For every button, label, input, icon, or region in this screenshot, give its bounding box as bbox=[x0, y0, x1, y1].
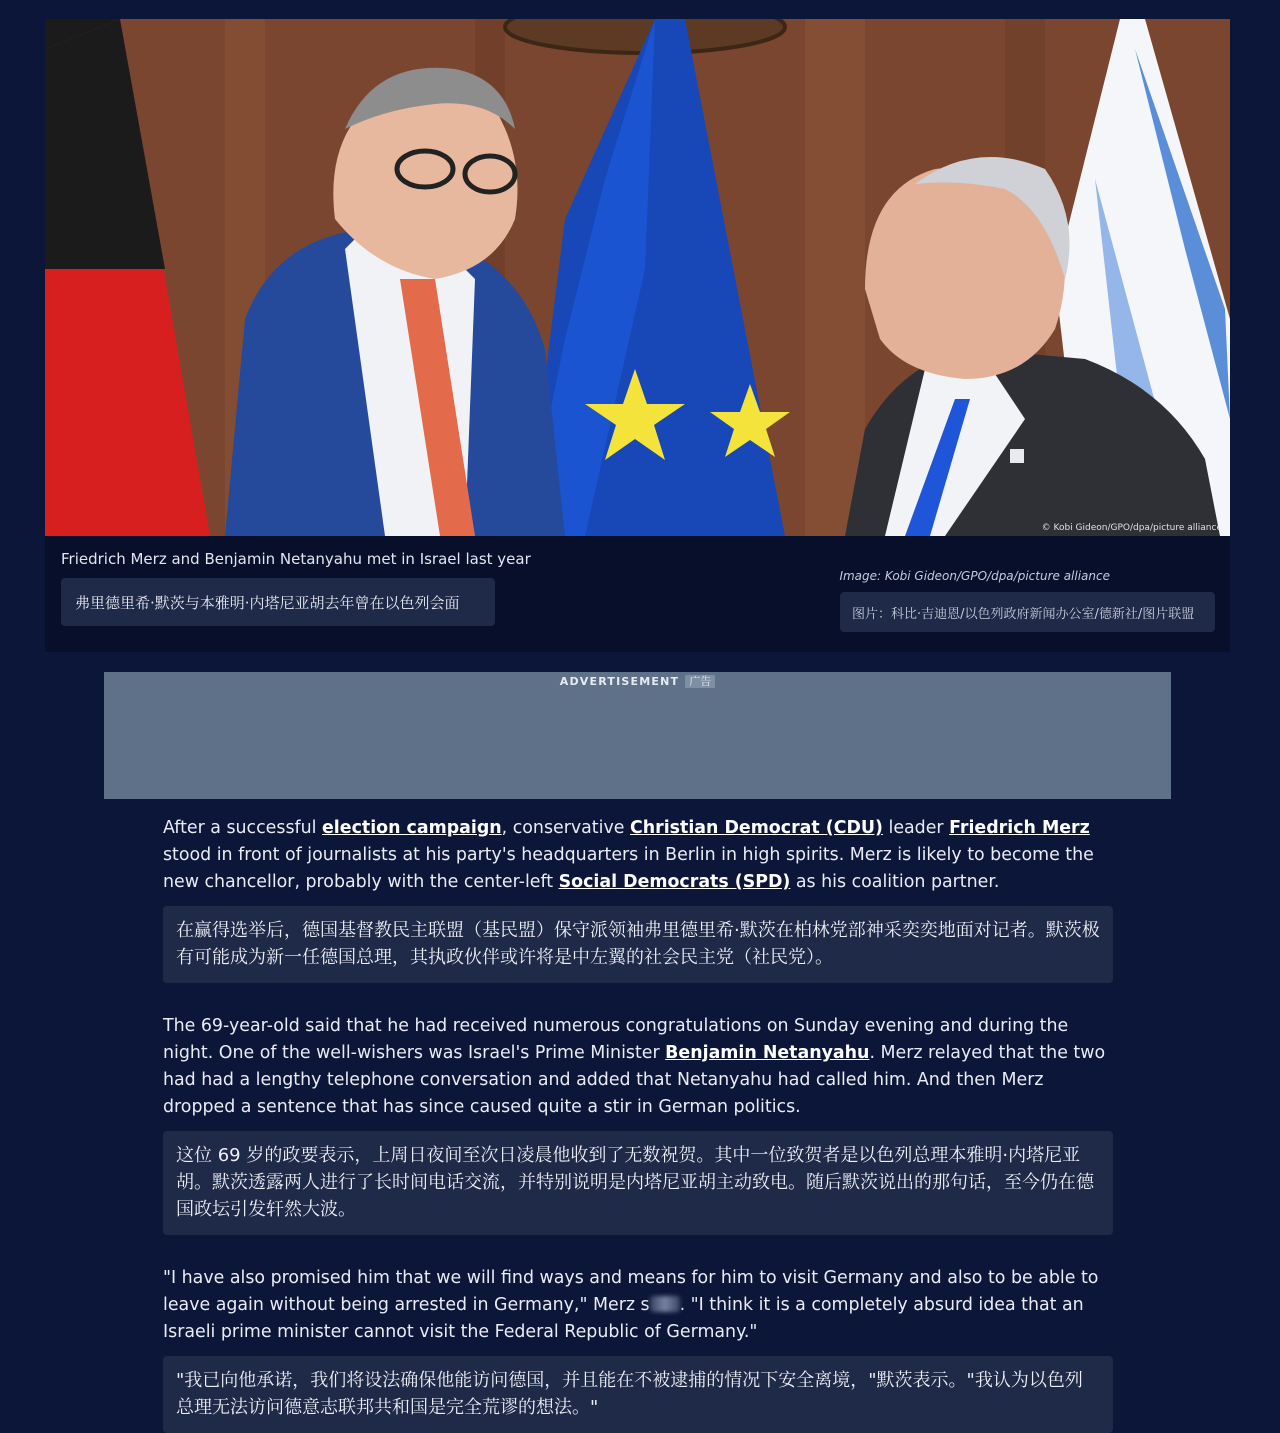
text-span: "I have also promised him that we will find ways and means for him to visit Germany and also to be able to leave again without being arrested in Germany," Merz s bbox=[163, 1268, 1099, 1315]
paragraph-translation-zh: 在赢得选举后，德国基督教民主联盟（基民盟）保守派领袖弗里德里希·默茨在柏林党部神采奕奕地面对记者。默茨极有可能成为新一任德国总理，其执政伙伴或许将是中左翼的社会民主党（社民党）。 bbox=[163, 906, 1113, 983]
text-span: leader bbox=[882, 818, 950, 838]
link-christian-democrat-cdu[interactable]: Christian Democrat (CDU) bbox=[629, 818, 883, 838]
advertisement-slot[interactable] bbox=[104, 672, 1171, 799]
text-span: . Merz relayed that the two had had a lengthy telephone conversation and added that Netanyahu had called him. And then Merz dropped a sentence that has since caused quite a stir in German politics. bbox=[163, 1043, 1106, 1117]
image-caption-zh: 弗里德里希·默茨与本雅明·内塔尼亚胡去年曾在以色列会面 bbox=[61, 578, 495, 626]
obscured-text bbox=[650, 1296, 680, 1312]
image-caption-bar bbox=[45, 536, 1230, 652]
advertisement-label bbox=[104, 673, 1171, 689]
paragraph-translation-zh: "我已向他承诺，我们将设法确保他能访问德国，并且能在不被逮捕的情况下安全离境，"默茨表示。"我认为以色列总理无法访问德意志联邦共和国是完全荒谬的想法。" bbox=[163, 1356, 1113, 1433]
paragraph-en bbox=[163, 1265, 1113, 1346]
article-paragraph-3 bbox=[163, 1265, 1113, 1433]
hero-photo bbox=[45, 19, 1230, 536]
paragraph-translation-zh: 这位 69 岁的政要表示，上周日夜间至次日凌晨他收到了无数祝贺。其中一位致贺者是以色列总理本雅明·内塔尼亚胡。默茨透露两人进行了长时间电话交流，并特别说明是内塔尼亚胡主动致电。随后默茨说出的那句话，至今仍在德国政坛引发轩然大波。 bbox=[163, 1131, 1113, 1235]
text-span: After a successful bbox=[163, 818, 323, 838]
photo-credit-overlay: © Kobi Gideon/GPO/dpa/picture alliance bbox=[1041, 523, 1222, 533]
paragraph-en bbox=[163, 815, 1113, 896]
link-benjamin-netanyahu[interactable]: Benjamin Netanyahu bbox=[665, 1043, 870, 1063]
text-span: as his coalition partner. bbox=[790, 872, 1000, 892]
text-span: , conservative bbox=[501, 818, 630, 838]
text-span: The 69-year-old said that he had received numerous congratulations on Sunday evening and during the night. One of the well-wishers was Israel's Prime Minister bbox=[163, 1016, 1069, 1063]
paragraph-en bbox=[163, 1013, 1113, 1121]
image-caption-en: Friedrich Merz and Benjamin Netanyahu met in Israel last year bbox=[61, 550, 531, 568]
link-social-democrats-spd[interactable]: Social Democrats (SPD) bbox=[558, 872, 791, 892]
article-paragraph-2 bbox=[163, 1013, 1113, 1235]
text-span: stood in front of journalists at his party's headquarters in Berlin in high spirits. Merz is likely to become the new chancellor, probably with the center-left bbox=[163, 845, 1094, 892]
hero-photo-illustration bbox=[45, 19, 1230, 536]
link-election-campaign[interactable]: election campaign bbox=[322, 818, 502, 838]
advertisement-label-en: ADVERTISEMENT bbox=[559, 675, 680, 688]
link-friedrich-merz[interactable]: Friedrich Merz bbox=[949, 818, 1090, 838]
advertisement-label-zh: 广告 bbox=[685, 675, 715, 688]
text-span: . "I think it is a completely absurd idea that an Israeli prime minister cannot visit the Federal Republic of Germany." bbox=[163, 1295, 1084, 1342]
article-paragraph-1 bbox=[163, 815, 1113, 983]
image-credit-en: Image: Kobi Gideon/GPO/dpa/picture alliance bbox=[839, 569, 1110, 583]
image-credit-zh: 图片：科比·吉迪恩/以色列政府新闻办公室/德新社/图片联盟 bbox=[840, 592, 1215, 632]
